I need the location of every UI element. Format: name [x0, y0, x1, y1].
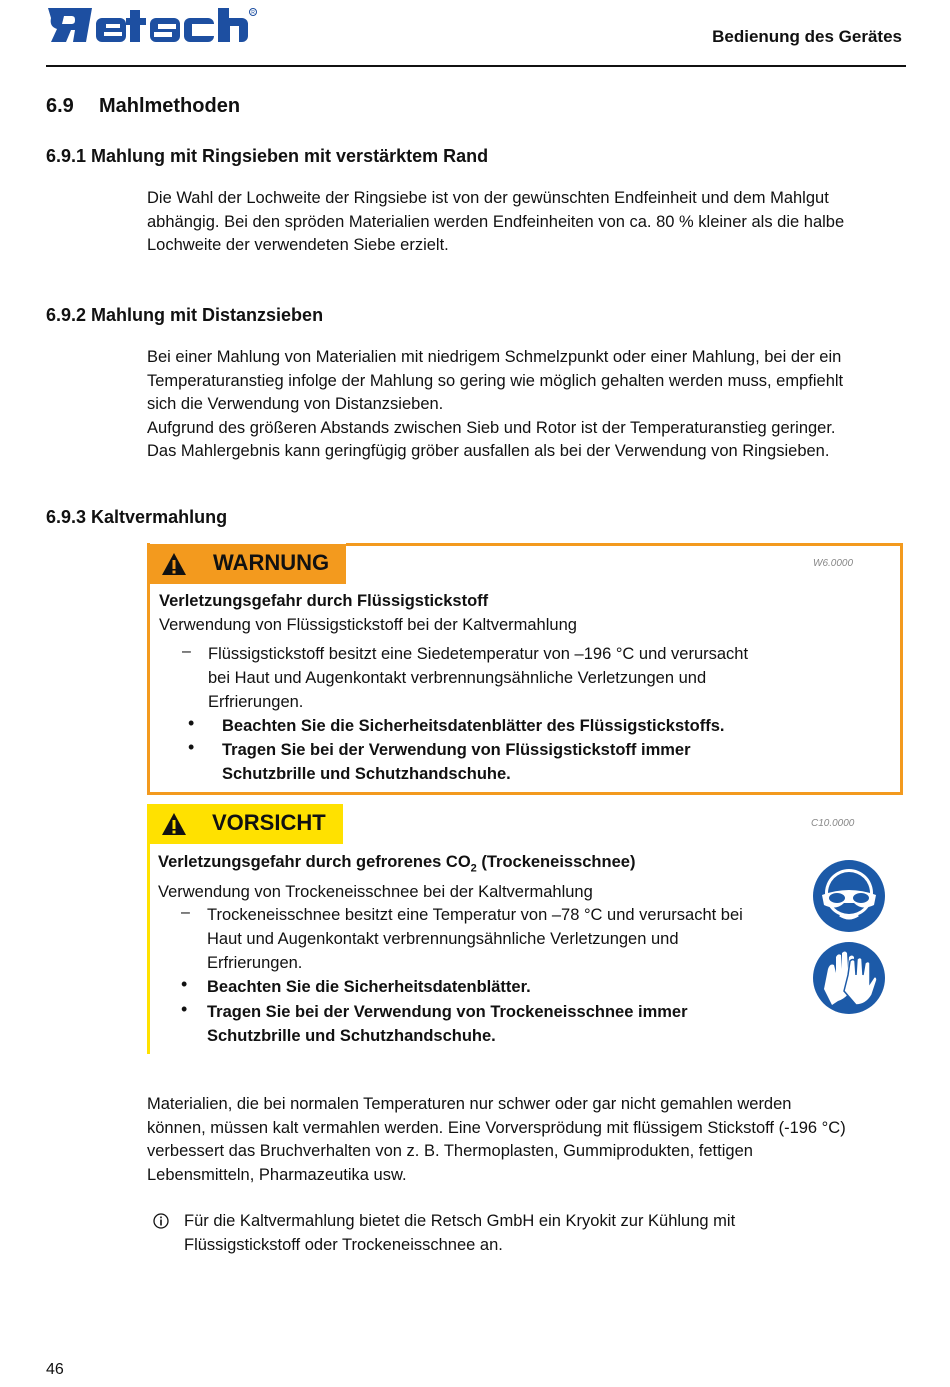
text-line: Flüssigstickstoff besitzt eine Siedetemperatur von –196 °C und verursacht	[208, 645, 749, 663]
text-line: Haut und Augenkontakt verbrennungsähnliche Verletzungen und	[207, 930, 679, 948]
text-line: bei Haut und Augenkontakt verbrennungsähnliche Verletzungen und	[208, 669, 707, 687]
caution-signal-word: VORSICHT	[212, 810, 326, 835]
caution-bullet-2	[207, 1000, 688, 1048]
warning-hazard: Verletzungsgefahr durch Flüssigstickstoff	[159, 592, 489, 610]
caution-code: C10.0000	[811, 818, 855, 829]
sub1-paragraph	[147, 187, 844, 258]
text-line: Schutzbrille und Schutzhandschuhe.	[207, 1027, 496, 1045]
warning-bullet-1: Beachten Sie die Sicherheitsdatenblätter des Flüssigstickstoffs.	[222, 717, 725, 735]
text-line: Schutzbrille und Schutzhandschuhe.	[222, 765, 511, 783]
warning-bullet-2	[222, 738, 691, 786]
bullet-marker: •	[188, 737, 195, 757]
warning-code: W6.0000	[813, 558, 854, 569]
caution-header	[147, 804, 343, 844]
text-line: Lochweite der verwendeten Siebe erzielt.	[147, 236, 449, 254]
text-line: können, müssen kalt vermahlen werden. Eine Vorversprödung mit flüssigem Stickstoff (-196 °C)	[147, 1118, 846, 1137]
text-line: verbessert das Bruchverhalten von z. B. Thermoplasten, Gummiprodukten, fettigen	[147, 1142, 753, 1160]
section-number: 6.9	[46, 95, 74, 117]
text-line: Tragen Sie bei der Verwendung von Trockeneisschnee immer	[207, 1003, 688, 1021]
sub2-heading: 6.9.2 Mahlung mit Distanzsieben	[46, 305, 324, 325]
text-line: Die Wahl der Lochweite der Ringsiebe ist von der gewünschten Endfeinheit und dem Mahlgut	[147, 189, 829, 207]
caution-text	[158, 850, 635, 904]
warning-header	[147, 544, 346, 584]
goggles-icon	[810, 857, 888, 935]
text-line: Flüssigstickstoff oder Trockeneisschnee an.	[184, 1235, 503, 1254]
dash-marker: –	[181, 904, 190, 921]
header-title: Bedienung des Gerätes	[712, 27, 902, 46]
caution-dash-item	[207, 903, 743, 975]
info-note	[184, 1210, 735, 1257]
warning-text	[159, 589, 577, 637]
retsch-logo	[46, 6, 258, 44]
section-title: Mahlmethoden	[98, 95, 241, 117]
bullet-marker: •	[188, 713, 195, 733]
text-line: sich die Verwendung von Distanzsieben.	[147, 395, 444, 413]
body-paragraph	[147, 1093, 846, 1187]
header-divider	[46, 65, 906, 67]
text-line: Das Mahlergebnis kann geringfügig gröber ausfallen als bei der Verwendung von Ringsieben.	[147, 442, 830, 460]
caution-hazard: Verletzungsgefahr durch gefrorenes $CO_2$ (Trockeneisschnee)	[158, 853, 636, 875]
caution-side-bar	[147, 844, 150, 1054]
caution-context: Verwendung von Trockeneisschnee bei der Kaltvermahlung	[158, 883, 593, 902]
warning-context: Verwendung von Flüssigstickstoff bei der Kaltvermahlung	[159, 616, 577, 634]
text-line: Materialien, die bei normalen Temperaturen nur schwer oder gar nicht gemahlen werden	[147, 1095, 792, 1113]
section-heading	[46, 95, 240, 118]
bullet-marker: •	[181, 974, 188, 994]
svg-text:R: R	[251, 10, 255, 16]
page-number: 46	[46, 1361, 64, 1378]
text-line: Tragen Sie bei der Verwendung von Flüssigstickstoff immer	[222, 741, 691, 759]
sub1-heading: 6.9.1 Mahlung mit Ringsieben mit verstärktem Rand	[46, 146, 489, 166]
text-line: Aufgrund des größeren Abstands zwischen Sieb und Rotor ist der Temperaturanstieg geringer.	[147, 418, 836, 437]
text-line: Trockeneisschnee besitzt eine Temperatur von –78 °C und verursacht bei	[207, 906, 743, 924]
sub2-paragraph	[147, 346, 843, 464]
info-icon	[153, 1213, 169, 1234]
text-line: Temperaturanstieg infolge der Mahlung so gering wie möglich gehalten werden muss, empfiehlt	[147, 371, 844, 390]
text-line: Für die Kaltvermahlung bietet die Retsch GmbH ein Kryokit zur Kühlung mit	[184, 1212, 736, 1230]
caution-bullet-1: Beachten Sie die Sicherheitsdatenblätter.	[207, 978, 531, 996]
warning-triangle-icon	[161, 812, 187, 841]
warning-dash-item	[208, 642, 748, 714]
sub3-heading: 6.9.3 Kaltvermahlung	[46, 507, 228, 527]
text-line: abhängig. Bei den spröden Materialien werden Endfeinheiten von ca. 80 % kleiner als die halbe	[147, 212, 845, 231]
warning-triangle-icon	[161, 552, 187, 581]
warning-signal-word: WARNUNG	[213, 550, 330, 575]
dash-marker: –	[182, 643, 191, 660]
gloves-icon	[810, 939, 888, 1017]
text-line: Erfrierungen.	[207, 954, 303, 972]
text-line: Erfrierungen.	[208, 693, 304, 711]
bullet-marker: •	[181, 999, 188, 1019]
text-line: Lebensmitteln, Pharmazeutika usw.	[147, 1165, 407, 1184]
warning-box-top-border	[346, 543, 903, 546]
text-line: Bei einer Mahlung von Materialien mit niedrigem Schmelzpunkt oder einer Mahlung, bei der ein	[147, 348, 842, 366]
